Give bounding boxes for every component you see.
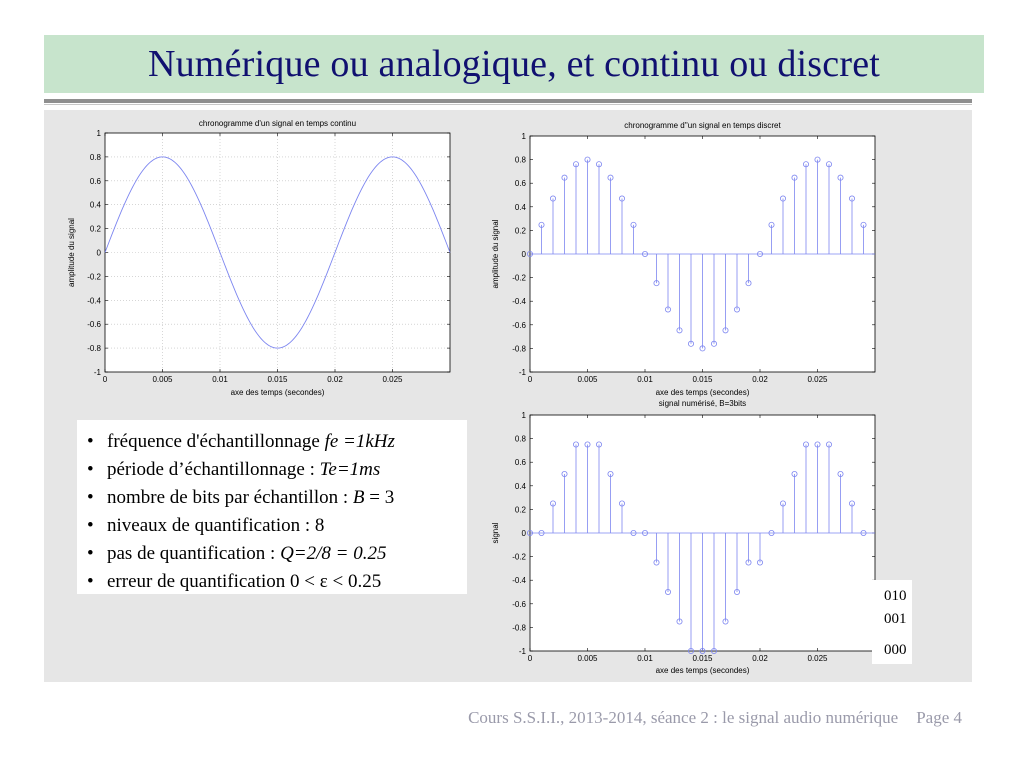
bullet-item: [77, 428, 467, 456]
footer-page: Page 4: [916, 708, 962, 727]
y-tick-label: 0.4: [514, 481, 526, 491]
x-tick-label: 0.025: [382, 375, 403, 384]
bullet-text: pas de quantification :: [107, 543, 281, 564]
footer-course: Cours S.S.I.I., 2013-2014, séance 2 : le signal audio numérique: [468, 708, 899, 727]
chart-title: signal numérisé, B=3bits: [658, 399, 747, 408]
bullet-item: [77, 456, 467, 484]
y-tick-label: 0.4: [89, 200, 101, 210]
y-axis-label: signal: [491, 522, 500, 544]
x-tick-label: 0.005: [577, 375, 598, 384]
bullet-item: [77, 568, 467, 596]
y-tick-label: 0.8: [514, 434, 526, 444]
y-tick-label: -1: [518, 647, 526, 656]
x-tick-label: 0.025: [807, 375, 828, 384]
y-tick-label: -0.4: [87, 296, 101, 306]
y-tick-label: -0.8: [87, 344, 101, 354]
x-tick-label: 0.02: [327, 375, 343, 384]
x-tick-label: 0.015: [267, 375, 288, 384]
x-tick-label: 0.01: [212, 375, 228, 384]
y-tick-label: -0.4: [512, 576, 526, 586]
y-tick-label: -1: [518, 368, 526, 377]
level-label: 010: [884, 588, 907, 604]
y-tick-label: -0.6: [87, 320, 101, 330]
y-tick-label: 0.6: [514, 458, 526, 468]
x-tick-label: 0.005: [152, 375, 173, 384]
x-tick-label: 0: [527, 375, 533, 384]
bullet-text: fréquence d'échantillonnage: [107, 431, 325, 452]
bullet-tail: = 3: [364, 487, 395, 508]
slide-footer: [468, 708, 962, 728]
y-tick-label: 0.2: [514, 505, 526, 515]
x-tick-label: 0.015: [692, 375, 713, 384]
y-tick-label: 0: [521, 250, 526, 259]
level-label: 001: [884, 611, 907, 627]
x-tick-label: 0.02: [752, 375, 768, 384]
y-axis-label: amplitude du signal: [67, 218, 76, 287]
x-tick-label: 0.01: [637, 654, 653, 663]
x-tick-label: 0.005: [577, 654, 598, 663]
y-tick-label: 1: [521, 132, 526, 141]
y-tick-label: -0.2: [87, 272, 101, 282]
x-axis-label: axe des temps (secondes): [655, 666, 750, 675]
y-tick-label: -0.8: [512, 344, 526, 354]
y-tick-label: -0.2: [512, 552, 526, 562]
y-tick-label: 1: [521, 411, 526, 420]
x-tick-label: 0: [102, 375, 108, 384]
chart-title: chronogramme d''un signal en temps discret: [624, 121, 781, 130]
y-tick-label: 0.2: [89, 224, 101, 234]
y-tick-label: 0.6: [89, 176, 101, 186]
y-tick-label: 0.2: [514, 226, 526, 236]
bullet-italic: fe =1kHz: [324, 431, 395, 452]
bullet-box: [77, 420, 467, 594]
y-axis-label: amplitude du signal: [491, 219, 500, 289]
y-tick-label: 0: [521, 529, 526, 538]
y-tick-label: 0.4: [514, 202, 526, 212]
y-tick-label: 1: [96, 129, 101, 138]
x-tick-label: 0.025: [807, 654, 828, 663]
bullet-text: niveaux de quantification : 8: [107, 515, 325, 536]
bullet-text: période d’échantillonnage :: [107, 459, 320, 480]
level-label: 000: [884, 642, 907, 658]
x-tick-label: 0.015: [692, 654, 713, 663]
x-tick-label: 0.01: [637, 375, 653, 384]
bullet-italic: Q=2/8 = 0.25: [280, 543, 387, 564]
y-tick-label: -0.8: [512, 623, 526, 633]
x-tick-label: 0: [527, 654, 533, 663]
quantization-level-box: [872, 580, 912, 664]
chart-title: chronogramme d'un signal en temps continu: [198, 119, 357, 128]
y-tick-label: -1: [93, 368, 101, 377]
y-tick-label: -0.6: [512, 599, 526, 609]
bullet-item: [77, 512, 467, 540]
y-tick-label: -0.2: [512, 273, 526, 283]
bullet-item: [77, 484, 467, 512]
bullet-list: [77, 420, 467, 596]
bullet-item: [77, 540, 467, 568]
x-axis-label: axe des temps (secondes): [655, 388, 750, 397]
bullet-italic: Te=1ms: [319, 459, 381, 480]
y-tick-label: 0: [96, 248, 101, 258]
y-tick-label: 0.8: [514, 155, 526, 165]
slide-title: Numérique ou analogique, et continu ou discret: [147, 43, 881, 85]
x-tick-label: 0.02: [752, 654, 768, 663]
x-axis-label: axe des temps (secondes): [230, 388, 325, 397]
bullet-italic: B: [352, 487, 365, 508]
bullet-text: erreur de quantification 0 < ε < 0.25: [107, 571, 382, 592]
bullet-text: nombre de bits par échantillon :: [107, 487, 353, 508]
y-tick-label: 0.8: [89, 152, 101, 162]
y-tick-label: -0.4: [512, 297, 526, 307]
y-tick-label: -0.6: [512, 320, 526, 330]
y-tick-label: 0.6: [514, 179, 526, 189]
